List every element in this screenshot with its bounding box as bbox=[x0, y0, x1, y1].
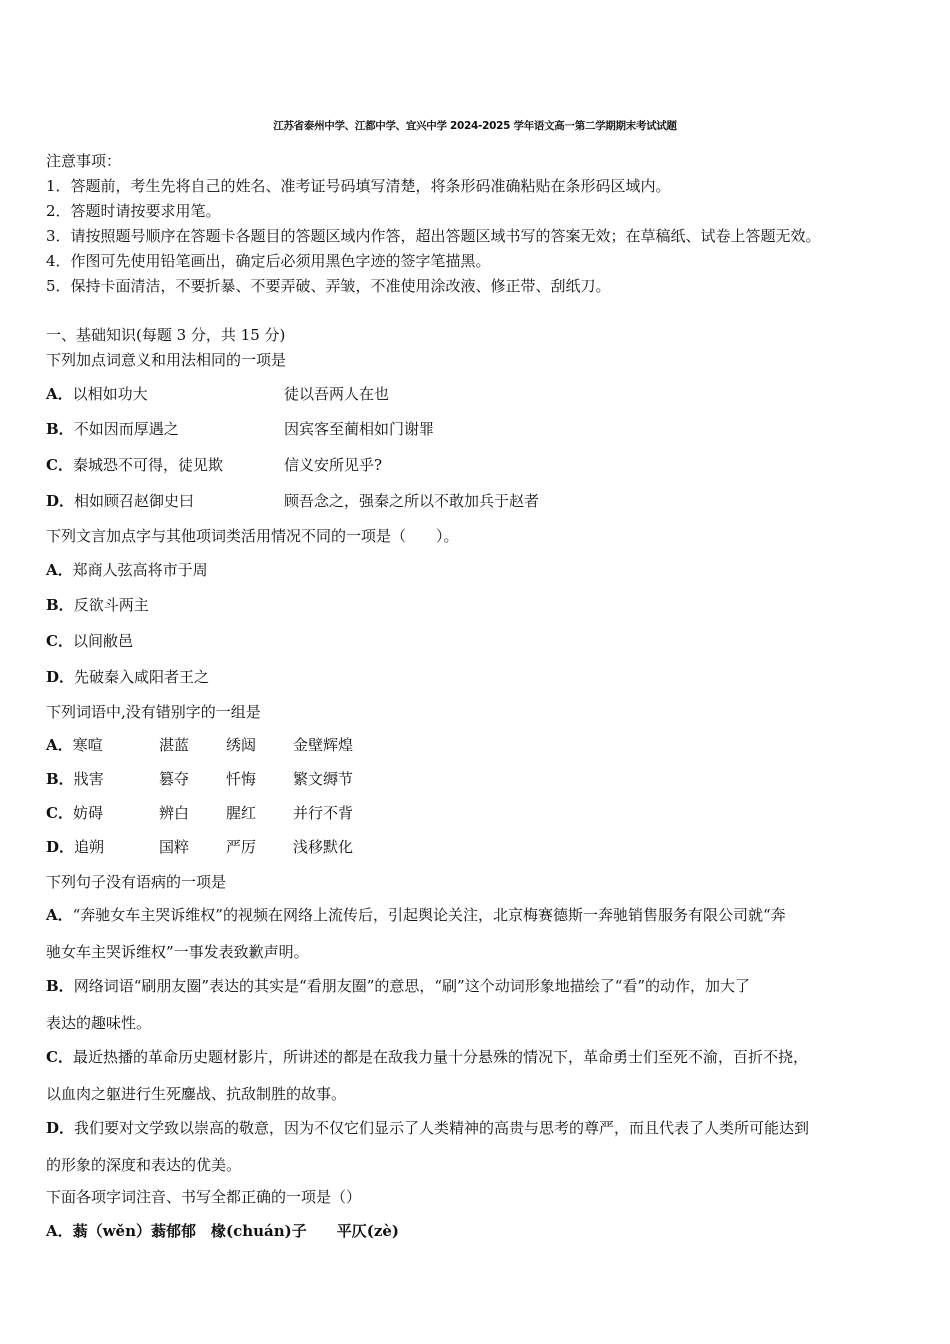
page-title: 江苏省泰州中学、江都中学、宜兴中学 2024-2025 学年语文高一第二学期期末考试试题 bbox=[273, 120, 677, 132]
option-text: 相如顾召赵御史曰 bbox=[74, 492, 195, 510]
option-letter: D．追朔 bbox=[46, 838, 105, 856]
option-text: 先破秦入咸阳者王之 bbox=[74, 668, 210, 686]
word: 严厉 bbox=[226, 838, 257, 856]
option-right-text: 徒以吾两人在也 bbox=[284, 385, 390, 403]
option-letter: B． bbox=[46, 420, 74, 438]
word: 浅移默化 bbox=[293, 838, 354, 856]
word: 腥红 bbox=[226, 804, 257, 822]
word: 辨白 bbox=[159, 804, 190, 822]
option-text: 不如因而厚遇之 bbox=[73, 420, 179, 438]
question-stem: 下列文言加点字与其他项词类活用情况不同的一项是（ ）。 bbox=[46, 527, 459, 545]
notice-item: 5．保持卡面清洁，不要折暴、不要弄破、弄皱，不准使用涂改液、修正带、刮纸刀。 bbox=[46, 277, 611, 295]
option-text: 以相如功大 bbox=[72, 385, 148, 403]
option-text: 秦城恐不可得，徒见欺 bbox=[72, 456, 223, 474]
option-text: 反欲斗两主 bbox=[73, 596, 149, 614]
option-letter: D． bbox=[46, 668, 75, 686]
option-text: 网络词语“刷朋友圈”表达的其实是“看朋友圈”的意思，“刷”这个动词形象地描绘了“看”的动作，加大了 bbox=[73, 977, 751, 995]
option-letter: A． bbox=[46, 1222, 73, 1240]
word: 绣闼 bbox=[226, 736, 257, 754]
notice-item: 3．请按照题号顺序在答题卡各题目的答题区域内作答，超出答题区域书写的答案无效；在草稿纸、试卷上答题无效。 bbox=[46, 227, 821, 245]
option-text: 最近热播的革命历史题材影片，所讲述的都是在敌我力量十分悬殊的情况下，革命勇士们至死不渝，百折不挠， bbox=[72, 1048, 808, 1066]
question-stem: 下面各项字词注音、书写全都正确的一项是（） bbox=[46, 1188, 362, 1206]
option-row bbox=[46, 976, 750, 996]
option-row bbox=[46, 1221, 399, 1241]
notice-heading: 注意事项： bbox=[46, 152, 122, 170]
option-text: 蓊（wěn）蓊郁郁 椽(chuán)子 平仄(zè) bbox=[72, 1222, 400, 1240]
word: 篡夺 bbox=[159, 770, 190, 788]
section-heading: 一、基础知识(每题 3 分，共 15 分) bbox=[46, 326, 286, 344]
option-text-cont: 表达的趣味性。 bbox=[46, 1014, 152, 1032]
word: 妨碍 bbox=[72, 804, 103, 822]
option-text: 以间敝邑 bbox=[72, 632, 133, 650]
option-text-cont: 的形象的深度和表达的优美。 bbox=[46, 1156, 242, 1174]
notice-item: 1．答题前，考生先将自己的姓名、准考证号码填写清楚，将条形码准确粘贴在条形码区域内。 bbox=[46, 177, 671, 195]
option-letter: A． bbox=[46, 906, 73, 924]
word: 忏悔 bbox=[226, 770, 257, 788]
option-letter: D． bbox=[46, 1119, 75, 1137]
notice-item: 4．作图可先使用铅笔画出，确定后必须用黑色字迹的签字笔描黑。 bbox=[46, 252, 491, 270]
question-stem: 下列加点词意义和用法相同的一项是 bbox=[46, 351, 287, 369]
notice-item: 2．答题时请按要求用笔。 bbox=[46, 202, 221, 220]
word: 戕害 bbox=[73, 770, 104, 788]
option-letter: C． bbox=[46, 632, 73, 650]
option-text-cont: 以血肉之躯进行生死鏖战、抗敌制胜的故事。 bbox=[46, 1085, 347, 1103]
word: 寒喧 bbox=[72, 736, 103, 754]
option-letter: C．妨碍 bbox=[46, 804, 103, 822]
option-letter: B． bbox=[46, 596, 74, 614]
word: 湛蓝 bbox=[159, 736, 190, 754]
question-stem: 下列句子没有语病的一项是 bbox=[46, 873, 227, 891]
option-row bbox=[46, 455, 223, 475]
word: 追朔 bbox=[74, 838, 105, 856]
option-letter: C． bbox=[46, 1048, 73, 1066]
option-row bbox=[46, 491, 194, 511]
word: 繁文缛节 bbox=[293, 770, 354, 788]
option-row bbox=[46, 905, 786, 925]
option-text-cont: 驰女车主哭诉维权”一事发表致歉声明。 bbox=[46, 943, 309, 961]
option-letter: A． bbox=[46, 561, 73, 579]
option-letter: A． bbox=[46, 385, 73, 403]
option-letter: D． bbox=[46, 492, 75, 510]
option-letter: A．寒喧 bbox=[46, 736, 103, 754]
option-text: 我们要对文学致以崇高的敬意，因为不仅它们显示了人类精神的高贵与思考的尊严，而且代表了人类所可能达到 bbox=[74, 1119, 810, 1137]
option-row bbox=[46, 560, 208, 580]
word: 国粹 bbox=[159, 838, 190, 856]
option-text: “奔驰女车主哭诉维权”的视频在网络上流传后，引起舆论关注，北京梅赛德斯一奔驰销售服务有限公司就“奔 bbox=[72, 906, 786, 924]
word: 金壁辉煌 bbox=[293, 736, 354, 754]
option-row bbox=[46, 419, 179, 439]
option-row bbox=[46, 1047, 808, 1067]
option-letter: C． bbox=[46, 456, 73, 474]
word: 并行不背 bbox=[293, 804, 354, 822]
option-text: 郑商人弦高将市于周 bbox=[72, 561, 208, 579]
option-row bbox=[46, 667, 209, 687]
option-right-text: 信义安所见乎? bbox=[284, 456, 383, 474]
option-row bbox=[46, 631, 133, 651]
option-row bbox=[46, 1118, 809, 1138]
option-right-text: 顾吾念之，强秦之所以不敢加兵于赵者 bbox=[284, 492, 540, 510]
option-right-text: 因宾客至蔺相如门谢罪 bbox=[284, 420, 435, 438]
option-row bbox=[46, 595, 149, 615]
option-letter: B．戕害 bbox=[46, 770, 104, 788]
option-letter: B． bbox=[46, 977, 74, 995]
question-stem: 下列词语中,没有错别字的一组是 bbox=[46, 703, 261, 721]
option-row bbox=[46, 384, 148, 404]
